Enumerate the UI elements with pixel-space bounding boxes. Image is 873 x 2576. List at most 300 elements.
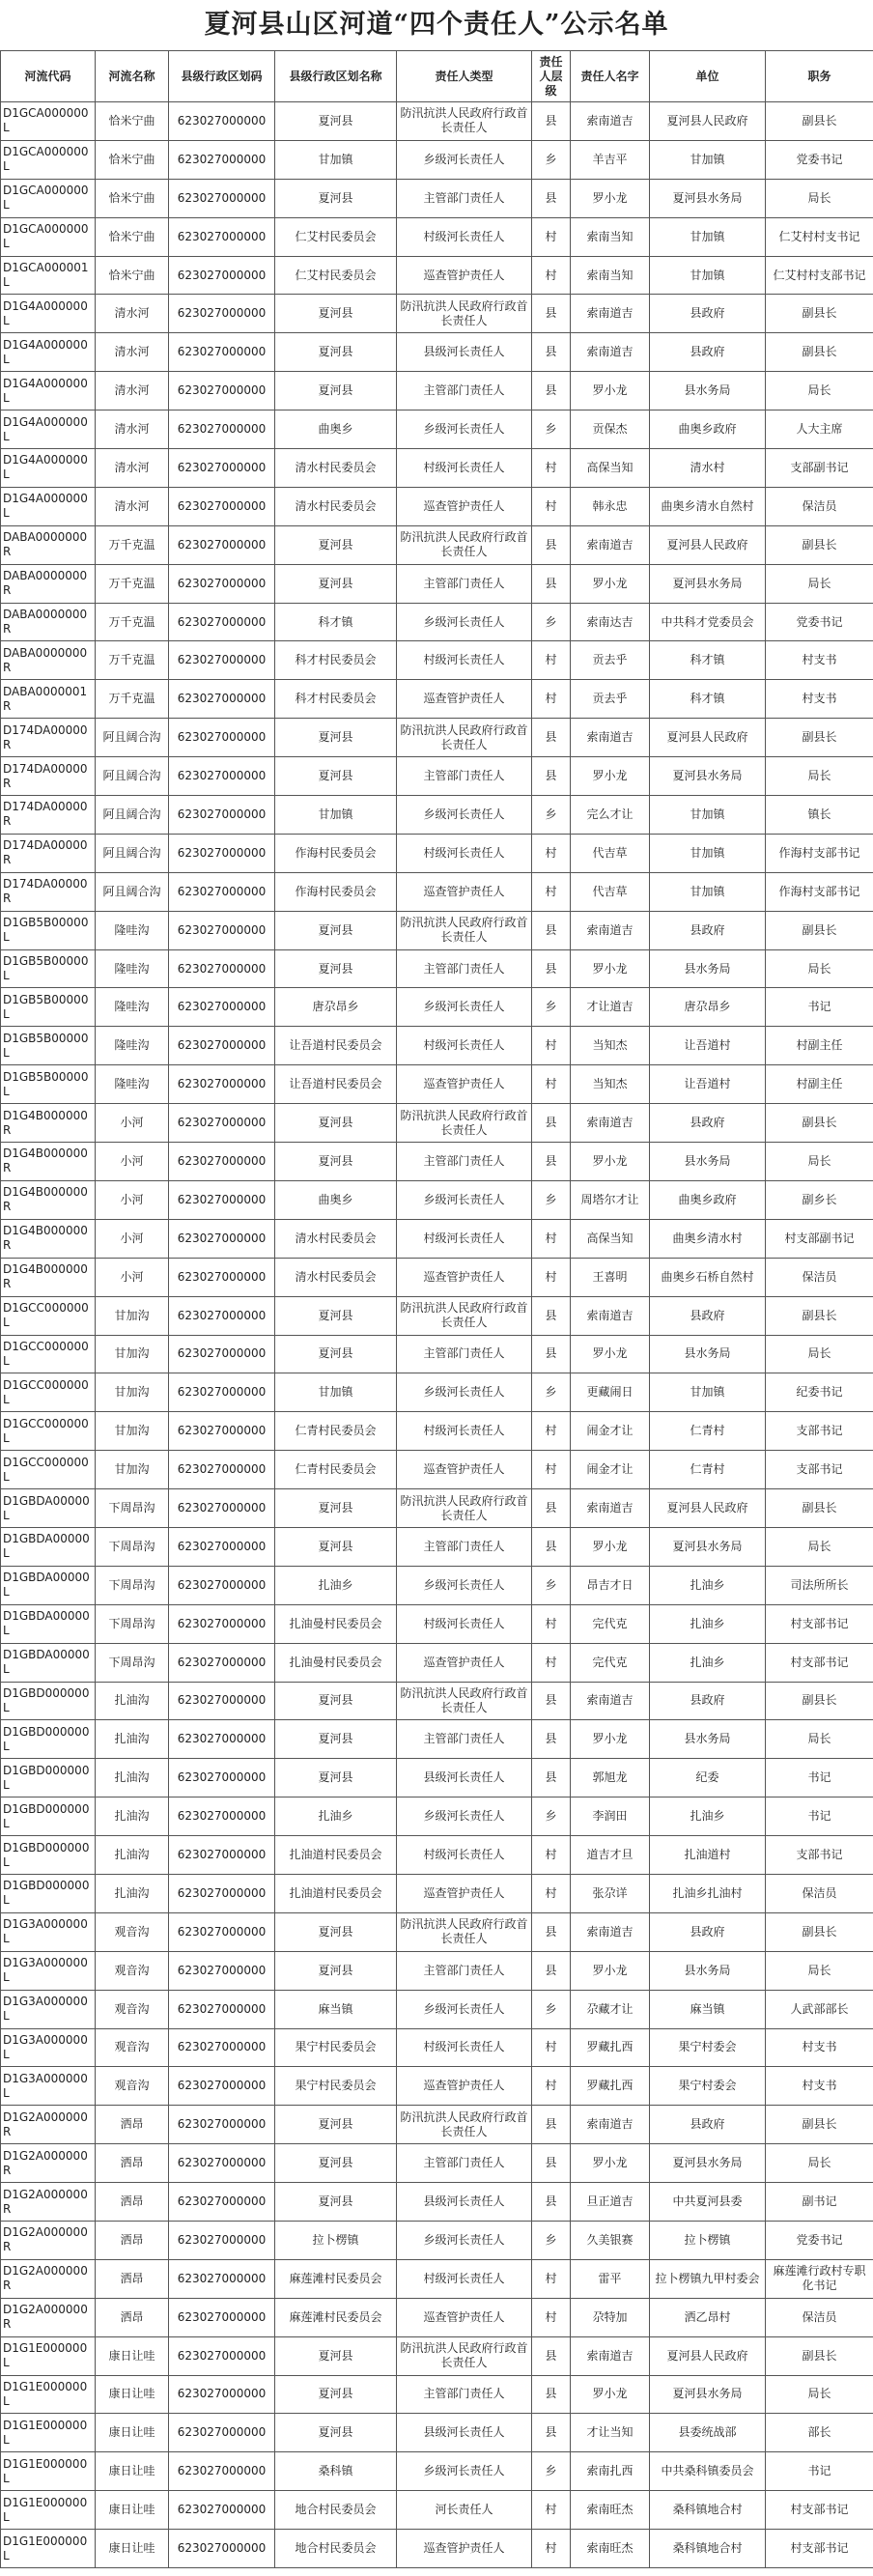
cell-river-code: D1GBDA00000L bbox=[1, 1489, 96, 1528]
cell-responsible-name: 索南旺杰 bbox=[571, 2530, 650, 2568]
table-row bbox=[1, 256, 873, 295]
cell-river-name: 观音沟 bbox=[96, 1912, 169, 1951]
cell-responsible-name: 更藏闹日 bbox=[571, 1373, 650, 1412]
cell-responsible-name: 索南旺杰 bbox=[571, 2491, 650, 2530]
cell-river-code: D1G4A000000L bbox=[1, 333, 96, 372]
table-row bbox=[1, 2414, 873, 2452]
cell-river-code: D1G4A000000L bbox=[1, 410, 96, 449]
cell-county-name: 夏河县 bbox=[275, 1912, 397, 1951]
cell-county-name: 仁青村民委员会 bbox=[275, 1451, 397, 1489]
cell-county-code: 623027000000 bbox=[169, 1296, 275, 1335]
cell-unit: 拉卜楞镇 bbox=[650, 2221, 766, 2259]
cell-responsible-name: 韩永忠 bbox=[571, 487, 650, 525]
cell-unit: 曲奥乡政府 bbox=[650, 410, 766, 449]
cell-responsible-name: 昂吉才日 bbox=[571, 1566, 650, 1604]
table-row bbox=[1, 1951, 873, 1990]
cell-responsible-level: 村 bbox=[532, 872, 571, 911]
cell-river-code: D1GCC000000L bbox=[1, 1296, 96, 1335]
cell-county-name: 夏河县 bbox=[275, 102, 397, 141]
cell-county-code: 623027000000 bbox=[169, 1527, 275, 1566]
cell-responsible-name: 当知杰 bbox=[571, 1065, 650, 1104]
cell-river-code: D1G4B000000R bbox=[1, 1180, 96, 1219]
cell-unit: 夏河县水务局 bbox=[650, 2144, 766, 2183]
cell-river-code: D1G3A000000L bbox=[1, 1951, 96, 1990]
cell-responsible-name: 闹金才让 bbox=[571, 1412, 650, 1451]
cell-county-name: 桑科镇 bbox=[275, 2452, 397, 2491]
cell-responsible-type: 村级河长责任人 bbox=[397, 217, 532, 256]
cell-responsible-level: 县 bbox=[532, 372, 571, 410]
cell-responsible-type: 乡级河长责任人 bbox=[397, 2221, 532, 2259]
cell-river-name: 小河 bbox=[96, 1104, 169, 1143]
cell-responsible-type: 巡查管护责任人 bbox=[397, 256, 532, 295]
cell-responsible-name: 雷平 bbox=[571, 2259, 650, 2298]
cell-river-name: 恰米宁曲 bbox=[96, 140, 169, 179]
cell-county-name: 夏河县 bbox=[275, 525, 397, 564]
cell-county-name: 夏河县 bbox=[275, 1682, 397, 1720]
cell-position: 作海村支部书记 bbox=[766, 872, 873, 911]
cell-county-name: 夏河县 bbox=[275, 2144, 397, 2183]
table-row bbox=[1, 525, 873, 564]
cell-county-name: 夏河县 bbox=[275, 1951, 397, 1990]
cell-responsible-name: 罗小龙 bbox=[571, 1335, 650, 1373]
table-row bbox=[1, 757, 873, 796]
cell-responsible-name: 罗小龙 bbox=[571, 1527, 650, 1566]
cell-responsible-type: 巡查管护责任人 bbox=[397, 1065, 532, 1104]
cell-responsible-level: 乡 bbox=[532, 140, 571, 179]
cell-river-name: 扎油沟 bbox=[96, 1759, 169, 1798]
cell-unit: 麻当镇 bbox=[650, 1990, 766, 2028]
cell-unit: 县政府 bbox=[650, 295, 766, 333]
cell-responsible-name: 罗小龙 bbox=[571, 2144, 650, 2183]
cell-county-code: 623027000000 bbox=[169, 1874, 275, 1912]
cell-position: 副县长 bbox=[766, 333, 873, 372]
responsibility-table bbox=[0, 50, 873, 2568]
cell-responsible-name: 道吉才旦 bbox=[571, 1836, 650, 1875]
table-row bbox=[1, 680, 873, 719]
cell-position: 党委书记 bbox=[766, 603, 873, 641]
cell-river-name: 清水河 bbox=[96, 487, 169, 525]
cell-river-code: D1G4B000000R bbox=[1, 1258, 96, 1296]
cell-responsible-level: 县 bbox=[532, 295, 571, 333]
cell-river-code: D174DA00000R bbox=[1, 872, 96, 911]
cell-county-name: 夏河县 bbox=[275, 2336, 397, 2375]
table-row bbox=[1, 179, 873, 217]
table-row bbox=[1, 911, 873, 949]
table-row bbox=[1, 2259, 873, 2298]
cell-river-name: 甘加沟 bbox=[96, 1412, 169, 1451]
cell-county-name: 扎油曼村民委员会 bbox=[275, 1643, 397, 1682]
table-row bbox=[1, 1373, 873, 1412]
table-row bbox=[1, 2067, 873, 2106]
cell-responsible-name: 代吉草 bbox=[571, 872, 650, 911]
cell-position: 书记 bbox=[766, 2452, 873, 2491]
cell-responsible-type: 主管部门责任人 bbox=[397, 1951, 532, 1990]
cell-river-code: D1G4B000000R bbox=[1, 1104, 96, 1143]
cell-county-name: 拉卜楞镇 bbox=[275, 2221, 397, 2259]
cell-responsible-level: 村 bbox=[532, 2028, 571, 2067]
cell-county-name: 扎油道村民委员会 bbox=[275, 1836, 397, 1875]
cell-river-code: DABA0000000R bbox=[1, 525, 96, 564]
cell-river-code: D1G2A000000R bbox=[1, 2259, 96, 2298]
cell-responsible-name: 完代克 bbox=[571, 1643, 650, 1682]
cell-river-name: 康日让哇 bbox=[96, 2414, 169, 2452]
cell-county-name: 扎油乡 bbox=[275, 1566, 397, 1604]
cell-responsible-level: 乡 bbox=[532, 2452, 571, 2491]
cell-unit: 纪委 bbox=[650, 1759, 766, 1798]
cell-county-name: 让吾道村民委员会 bbox=[275, 1027, 397, 1065]
table-row bbox=[1, 295, 873, 333]
cell-river-name: 洒昂 bbox=[96, 2298, 169, 2336]
cell-position: 支部书记 bbox=[766, 1451, 873, 1489]
cell-river-code: D1GCC000000L bbox=[1, 1451, 96, 1489]
cell-unit: 夏河县水务局 bbox=[650, 564, 766, 603]
cell-responsible-level: 村 bbox=[532, 487, 571, 525]
cell-responsible-type: 防汛抗洪人民政府行政首长责任人 bbox=[397, 2106, 532, 2144]
table-row bbox=[1, 1412, 873, 1451]
cell-position: 书记 bbox=[766, 1759, 873, 1798]
cell-responsible-level: 县 bbox=[532, 2375, 571, 2414]
cell-responsible-name: 尕藏才让 bbox=[571, 1990, 650, 2028]
cell-responsible-name: 贡保杰 bbox=[571, 410, 650, 449]
cell-county-name: 甘加镇 bbox=[275, 796, 397, 835]
cell-river-code: D1G2A000000R bbox=[1, 2298, 96, 2336]
table-row bbox=[1, 872, 873, 911]
cell-river-code: D1GCA000001L bbox=[1, 256, 96, 295]
cell-unit: 夏河县人民政府 bbox=[650, 102, 766, 141]
cell-river-code: D1GBD000000L bbox=[1, 1798, 96, 1836]
cell-unit: 中共桑科镇委员会 bbox=[650, 2452, 766, 2491]
cell-responsible-name: 罗小龙 bbox=[571, 564, 650, 603]
cell-responsible-type: 村级河长责任人 bbox=[397, 2259, 532, 2298]
cell-unit: 让吾道村 bbox=[650, 1065, 766, 1104]
cell-county-code: 623027000000 bbox=[169, 179, 275, 217]
cell-responsible-type: 防汛抗洪人民政府行政首长责任人 bbox=[397, 719, 532, 757]
cell-unit: 洒乙昂村 bbox=[650, 2298, 766, 2336]
table-row bbox=[1, 1104, 873, 1143]
cell-responsible-type: 乡级河长责任人 bbox=[397, 1990, 532, 2028]
cell-county-code: 623027000000 bbox=[169, 1798, 275, 1836]
cell-county-name: 清水村民委员会 bbox=[275, 487, 397, 525]
cell-county-code: 623027000000 bbox=[169, 525, 275, 564]
cell-unit: 曲奥乡石桥自然村 bbox=[650, 1258, 766, 1296]
cell-river-name: 小河 bbox=[96, 1258, 169, 1296]
cell-responsible-name: 索南达吉 bbox=[571, 603, 650, 641]
cell-river-name: 甘加沟 bbox=[96, 1335, 169, 1373]
cell-county-code: 623027000000 bbox=[169, 719, 275, 757]
cell-responsible-type: 乡级河长责任人 bbox=[397, 796, 532, 835]
cell-county-name: 夏河县 bbox=[275, 1296, 397, 1335]
cell-responsible-name: 索南道吉 bbox=[571, 1682, 650, 1720]
cell-river-name: 阿且阔合沟 bbox=[96, 796, 169, 835]
cell-river-name: 恰米宁曲 bbox=[96, 102, 169, 141]
cell-responsible-level: 县 bbox=[532, 1720, 571, 1759]
cell-river-code: D1GCC000000L bbox=[1, 1373, 96, 1412]
cell-county-name: 夏河县 bbox=[275, 1759, 397, 1798]
cell-river-name: 康日让哇 bbox=[96, 2375, 169, 2414]
cell-river-code: D1GB5B00000L bbox=[1, 911, 96, 949]
table-row bbox=[1, 949, 873, 988]
cell-river-code: D174DA00000R bbox=[1, 719, 96, 757]
cell-river-code: D1GCA000000L bbox=[1, 179, 96, 217]
cell-responsible-level: 乡 bbox=[532, 796, 571, 835]
table-row bbox=[1, 1990, 873, 2028]
cell-county-code: 623027000000 bbox=[169, 410, 275, 449]
cell-river-code: D1GB5B00000L bbox=[1, 988, 96, 1027]
cell-position: 副乡长 bbox=[766, 1180, 873, 1219]
cell-county-code: 623027000000 bbox=[169, 834, 275, 872]
cell-responsible-name: 罗藏扎西 bbox=[571, 2028, 650, 2067]
cell-position: 村支书 bbox=[766, 641, 873, 680]
table-row bbox=[1, 1912, 873, 1951]
cell-responsible-name: 羊吉平 bbox=[571, 140, 650, 179]
table-row bbox=[1, 1759, 873, 1798]
cell-county-name: 麻当镇 bbox=[275, 1990, 397, 2028]
cell-river-name: 清水河 bbox=[96, 449, 169, 488]
cell-responsible-type: 乡级河长责任人 bbox=[397, 1798, 532, 1836]
cell-county-code: 623027000000 bbox=[169, 2067, 275, 2106]
cell-river-name: 甘加沟 bbox=[96, 1451, 169, 1489]
header-responsible-name: 责任人名字 bbox=[571, 51, 650, 102]
cell-county-code: 623027000000 bbox=[169, 603, 275, 641]
cell-position: 局长 bbox=[766, 1720, 873, 1759]
header-county-name: 县级行政区划名称 bbox=[275, 51, 397, 102]
cell-responsible-name: 才让道吉 bbox=[571, 988, 650, 1027]
cell-unit: 科才镇 bbox=[650, 641, 766, 680]
cell-river-code: D1GBD000000L bbox=[1, 1759, 96, 1798]
cell-unit: 县水务局 bbox=[650, 1143, 766, 1181]
cell-river-name: 扎油沟 bbox=[96, 1720, 169, 1759]
table-row bbox=[1, 1682, 873, 1720]
cell-river-name: 扎油沟 bbox=[96, 1874, 169, 1912]
cell-river-code: DABA0000000R bbox=[1, 641, 96, 680]
cell-responsible-name: 罗小龙 bbox=[571, 1143, 650, 1181]
cell-responsible-type: 巡查管护责任人 bbox=[397, 1643, 532, 1682]
table-row bbox=[1, 2221, 873, 2259]
cell-responsible-level: 县 bbox=[532, 2106, 571, 2144]
cell-unit: 甘加镇 bbox=[650, 140, 766, 179]
cell-river-name: 扎油沟 bbox=[96, 1798, 169, 1836]
cell-river-code: D1G4B000000R bbox=[1, 1143, 96, 1181]
cell-river-code: D1GCA000000L bbox=[1, 140, 96, 179]
cell-position: 保洁员 bbox=[766, 487, 873, 525]
cell-responsible-name: 索南道吉 bbox=[571, 525, 650, 564]
table-row bbox=[1, 2183, 873, 2222]
cell-position: 人武部部长 bbox=[766, 1990, 873, 2028]
cell-river-name: 观音沟 bbox=[96, 1951, 169, 1990]
cell-river-name: 隆哇沟 bbox=[96, 988, 169, 1027]
cell-unit: 曲奥乡清水村 bbox=[650, 1219, 766, 1258]
cell-responsible-name: 旦正道吉 bbox=[571, 2183, 650, 2222]
cell-responsible-name: 高保当知 bbox=[571, 1219, 650, 1258]
cell-position: 保洁员 bbox=[766, 1258, 873, 1296]
cell-unit: 夏河县人民政府 bbox=[650, 719, 766, 757]
table-row bbox=[1, 1296, 873, 1335]
cell-responsible-name: 罗小龙 bbox=[571, 2375, 650, 2414]
cell-responsible-type: 县级河长责任人 bbox=[397, 2414, 532, 2452]
cell-responsible-name: 张尕详 bbox=[571, 1874, 650, 1912]
cell-county-code: 623027000000 bbox=[169, 1489, 275, 1528]
cell-river-code: D1G4A000000L bbox=[1, 487, 96, 525]
cell-unit: 夏河县水务局 bbox=[650, 2375, 766, 2414]
cell-position: 仁艾村村支部书记 bbox=[766, 256, 873, 295]
cell-county-name: 扎油道村民委员会 bbox=[275, 1874, 397, 1912]
cell-county-code: 623027000000 bbox=[169, 1682, 275, 1720]
cell-county-name: 扎油乡 bbox=[275, 1798, 397, 1836]
cell-position: 书记 bbox=[766, 1798, 873, 1836]
cell-river-code: D1G1E000000L bbox=[1, 2375, 96, 2414]
cell-county-name: 夏河县 bbox=[275, 2106, 397, 2144]
cell-responsible-level: 县 bbox=[532, 911, 571, 949]
cell-river-code: DABA0000000R bbox=[1, 603, 96, 641]
cell-unit: 甘加镇 bbox=[650, 872, 766, 911]
cell-responsible-level: 县 bbox=[532, 1682, 571, 1720]
cell-responsible-type: 主管部门责任人 bbox=[397, 757, 532, 796]
table-header-row bbox=[1, 51, 873, 102]
cell-county-code: 623027000000 bbox=[169, 1258, 275, 1296]
cell-position: 人大主席 bbox=[766, 410, 873, 449]
cell-county-code: 623027000000 bbox=[169, 2183, 275, 2222]
table-row bbox=[1, 2298, 873, 2336]
cell-responsible-type: 县级河长责任人 bbox=[397, 333, 532, 372]
cell-responsible-name: 完么才让 bbox=[571, 796, 650, 835]
cell-responsible-level: 村 bbox=[532, 256, 571, 295]
cell-river-code: D174DA00000R bbox=[1, 834, 96, 872]
cell-responsible-type: 乡级河长责任人 bbox=[397, 1566, 532, 1604]
cell-responsible-type: 巡查管护责任人 bbox=[397, 1874, 532, 1912]
cell-position: 村支部书记 bbox=[766, 2530, 873, 2568]
cell-responsible-level: 乡 bbox=[532, 1798, 571, 1836]
header-responsible-level: 责任人层级 bbox=[532, 51, 571, 102]
cell-position: 支部副书记 bbox=[766, 449, 873, 488]
table-row bbox=[1, 333, 873, 372]
table-row bbox=[1, 410, 873, 449]
cell-responsible-type: 主管部门责任人 bbox=[397, 2375, 532, 2414]
cell-unit: 甘加镇 bbox=[650, 834, 766, 872]
cell-river-name: 康日让哇 bbox=[96, 2336, 169, 2375]
cell-responsible-level: 村 bbox=[532, 1258, 571, 1296]
cell-river-code: D1GB5B00000L bbox=[1, 949, 96, 988]
cell-responsible-type: 村级河长责任人 bbox=[397, 834, 532, 872]
cell-position: 司法所所长 bbox=[766, 1566, 873, 1604]
cell-county-name: 夏河县 bbox=[275, 2183, 397, 2222]
cell-position: 书记 bbox=[766, 988, 873, 1027]
cell-unit: 甘加镇 bbox=[650, 1373, 766, 1412]
cell-responsible-level: 县 bbox=[532, 525, 571, 564]
table-row bbox=[1, 2530, 873, 2568]
table-row bbox=[1, 1798, 873, 1836]
cell-county-name: 夏河县 bbox=[275, 1720, 397, 1759]
cell-responsible-type: 村级河长责任人 bbox=[397, 1836, 532, 1875]
cell-river-name: 万千克温 bbox=[96, 525, 169, 564]
cell-county-name: 夏河县 bbox=[275, 757, 397, 796]
cell-responsible-level: 县 bbox=[532, 102, 571, 141]
cell-position: 局长 bbox=[766, 949, 873, 988]
cell-position: 支部书记 bbox=[766, 1412, 873, 1451]
cell-county-code: 623027000000 bbox=[169, 564, 275, 603]
cell-responsible-type: 村级河长责任人 bbox=[397, 1219, 532, 1258]
cell-position: 村支书 bbox=[766, 680, 873, 719]
cell-responsible-level: 县 bbox=[532, 1489, 571, 1528]
cell-unit: 县政府 bbox=[650, 2106, 766, 2144]
cell-responsible-type: 防汛抗洪人民政府行政首长责任人 bbox=[397, 2336, 532, 2375]
cell-river-code: D1G2A000000R bbox=[1, 2144, 96, 2183]
cell-responsible-type: 巡查管护责任人 bbox=[397, 1451, 532, 1489]
cell-responsible-name: 索南道吉 bbox=[571, 1104, 650, 1143]
cell-responsible-level: 村 bbox=[532, 1604, 571, 1643]
cell-unit: 县政府 bbox=[650, 1296, 766, 1335]
cell-unit: 中共科才党委员会 bbox=[650, 603, 766, 641]
header-river-code: 河流代码 bbox=[1, 51, 96, 102]
cell-responsible-type: 主管部门责任人 bbox=[397, 2144, 532, 2183]
cell-county-code: 623027000000 bbox=[169, 796, 275, 835]
cell-river-name: 康日让哇 bbox=[96, 2530, 169, 2568]
table-row bbox=[1, 1874, 873, 1912]
cell-county-code: 623027000000 bbox=[169, 1566, 275, 1604]
cell-county-code: 623027000000 bbox=[169, 2298, 275, 2336]
cell-county-code: 623027000000 bbox=[169, 911, 275, 949]
cell-unit: 夏河县水务局 bbox=[650, 1527, 766, 1566]
cell-unit: 县政府 bbox=[650, 911, 766, 949]
cell-river-name: 清水河 bbox=[96, 372, 169, 410]
cell-position: 局长 bbox=[766, 564, 873, 603]
cell-responsible-name: 索南道吉 bbox=[571, 333, 650, 372]
cell-county-code: 623027000000 bbox=[169, 372, 275, 410]
cell-county-name: 地合村民委员会 bbox=[275, 2530, 397, 2568]
cell-river-code: D1G3A000000L bbox=[1, 1912, 96, 1951]
cell-unit: 县水务局 bbox=[650, 372, 766, 410]
cell-responsible-name: 索南当知 bbox=[571, 217, 650, 256]
cell-position: 副县长 bbox=[766, 1489, 873, 1528]
cell-river-code: D1G4A000000L bbox=[1, 295, 96, 333]
table-row bbox=[1, 2144, 873, 2183]
cell-position: 仁艾村村支书记 bbox=[766, 217, 873, 256]
cell-responsible-type: 村级河长责任人 bbox=[397, 1604, 532, 1643]
cell-position: 村副主任 bbox=[766, 1065, 873, 1104]
cell-responsible-name: 郭旭龙 bbox=[571, 1759, 650, 1798]
cell-river-code: D1GBD000000L bbox=[1, 1682, 96, 1720]
cell-river-code: DABA0000000R bbox=[1, 564, 96, 603]
cell-responsible-level: 县 bbox=[532, 179, 571, 217]
cell-responsible-type: 主管部门责任人 bbox=[397, 1335, 532, 1373]
cell-position: 副县长 bbox=[766, 295, 873, 333]
cell-responsible-level: 村 bbox=[532, 2530, 571, 2568]
cell-position: 村支部书记 bbox=[766, 1643, 873, 1682]
cell-responsible-type: 主管部门责任人 bbox=[397, 1527, 532, 1566]
table-row bbox=[1, 641, 873, 680]
cell-river-code: D1G1E000000L bbox=[1, 2336, 96, 2375]
cell-county-code: 623027000000 bbox=[169, 680, 275, 719]
cell-river-name: 小河 bbox=[96, 1219, 169, 1258]
cell-responsible-level: 村 bbox=[532, 449, 571, 488]
cell-unit: 扎油乡 bbox=[650, 1604, 766, 1643]
cell-unit: 桑科镇地合村 bbox=[650, 2491, 766, 2530]
cell-responsible-name: 罗藏扎西 bbox=[571, 2067, 650, 2106]
cell-unit: 夏河县水务局 bbox=[650, 757, 766, 796]
cell-county-name: 夏河县 bbox=[275, 1489, 397, 1528]
cell-position: 副县长 bbox=[766, 525, 873, 564]
cell-responsible-type: 乡级河长责任人 bbox=[397, 1180, 532, 1219]
cell-river-code: D174DA00000R bbox=[1, 757, 96, 796]
cell-river-code: D1GCA000000L bbox=[1, 217, 96, 256]
cell-responsible-level: 乡 bbox=[532, 988, 571, 1027]
cell-county-name: 科才镇 bbox=[275, 603, 397, 641]
table-row bbox=[1, 834, 873, 872]
cell-unit: 扎油乡 bbox=[650, 1643, 766, 1682]
cell-responsible-name: 完代克 bbox=[571, 1604, 650, 1643]
table-row bbox=[1, 1027, 873, 1065]
cell-unit: 曲奥乡政府 bbox=[650, 1180, 766, 1219]
cell-river-name: 洒昂 bbox=[96, 2144, 169, 2183]
